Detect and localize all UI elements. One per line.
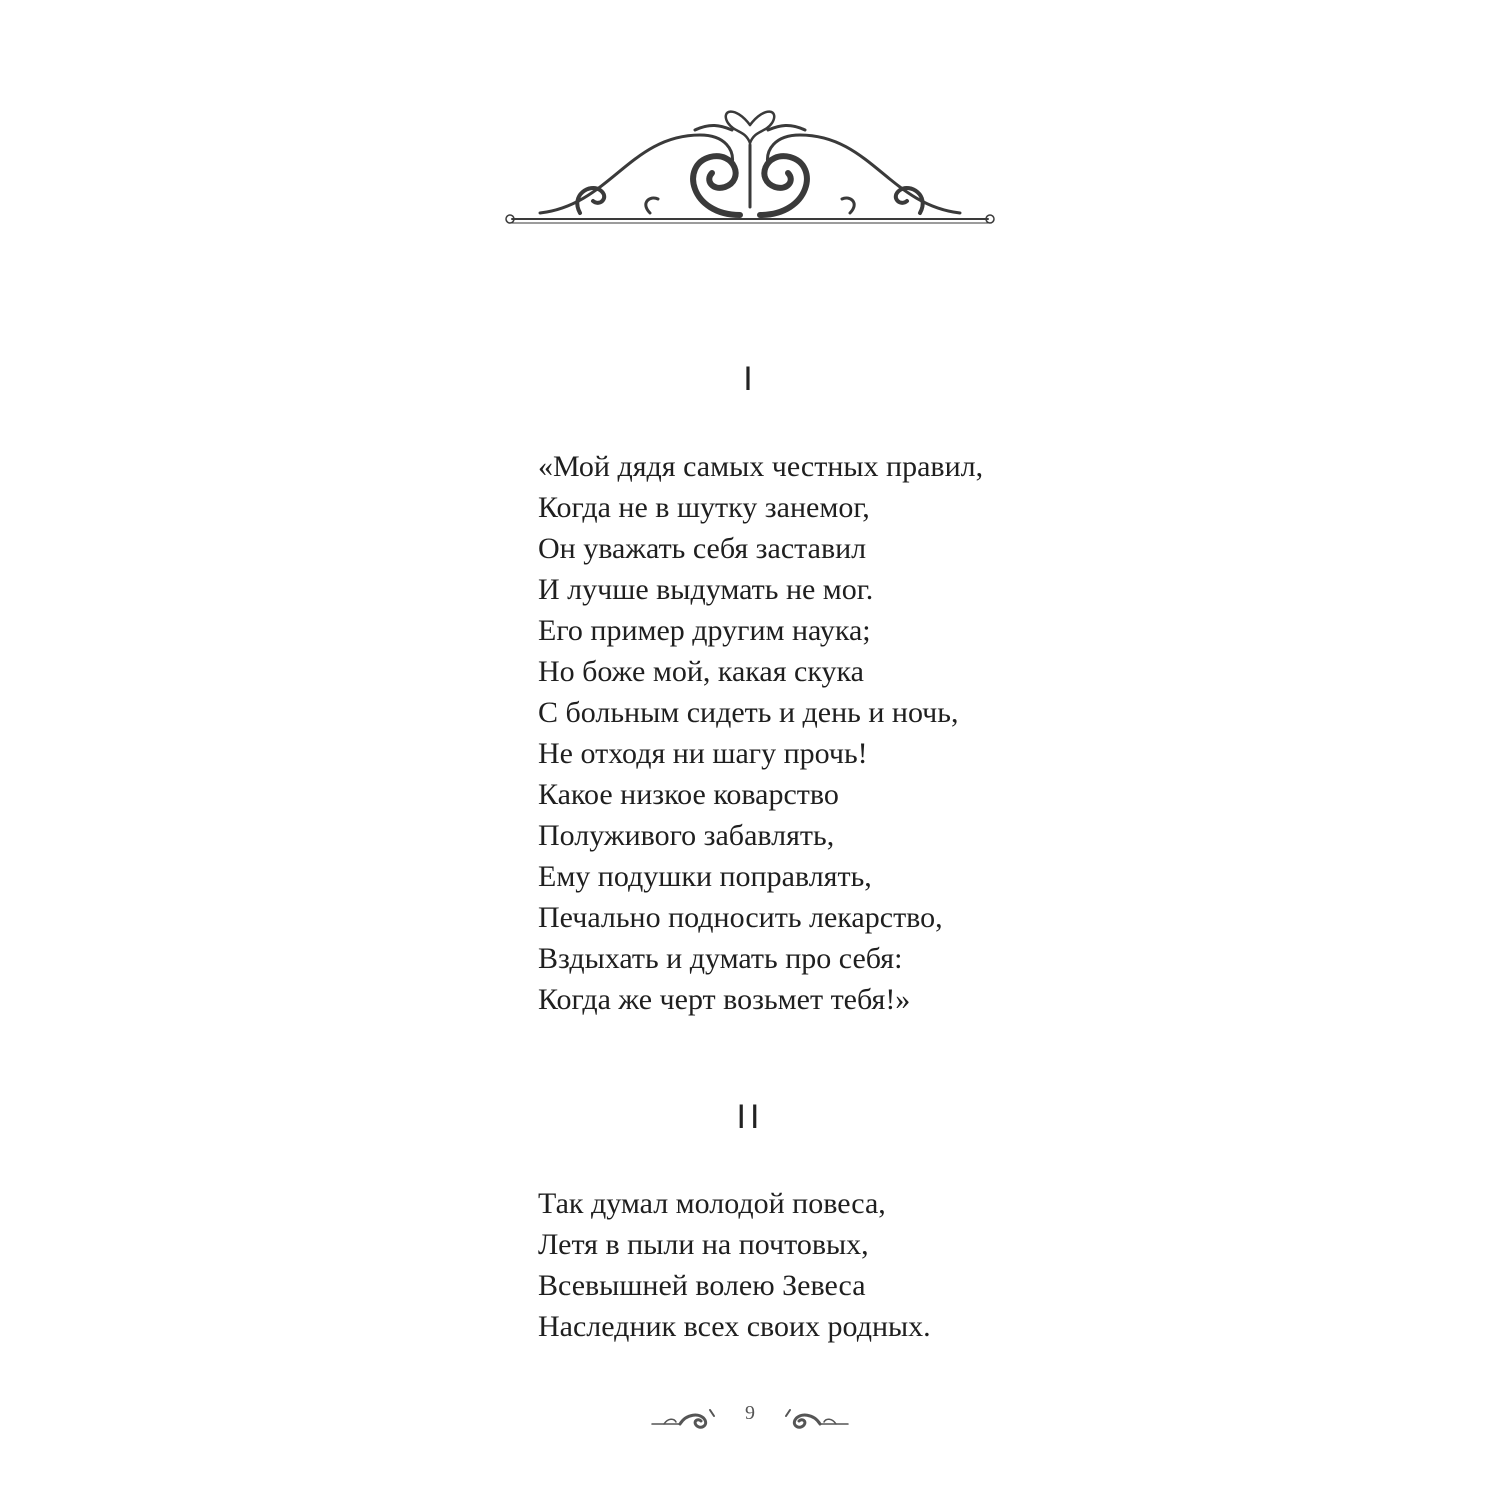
verse-line: Наследник всех своих родных. bbox=[538, 1310, 931, 1343]
page-number: 9 bbox=[745, 1402, 755, 1424]
verse-line: Не отходя ни шагу прочь! bbox=[538, 737, 868, 770]
verse-line: И лучше выдумать не мог. bbox=[538, 573, 874, 606]
verse-line: Всевышней волею Зевеса bbox=[538, 1269, 866, 1302]
verse-line: Когда же черт возьмет тебя!» bbox=[538, 983, 911, 1016]
verse-line: Но боже мой, какая скука bbox=[538, 655, 864, 688]
verse-line: Он уважать себя заставил bbox=[538, 532, 867, 565]
stanza-2 bbox=[538, 1183, 931, 1347]
stanza-1 bbox=[538, 446, 983, 1020]
verse-line: Вздыхать и думать про себя: bbox=[538, 942, 903, 975]
header-ornament-icon bbox=[500, 95, 1000, 230]
page-footer bbox=[650, 1400, 850, 1440]
footer-right-flourish-icon bbox=[780, 1406, 850, 1432]
verse-line: Когда не в шутку занемог, bbox=[538, 491, 870, 524]
verse-line: Летя в пыли на почтовых, bbox=[538, 1228, 869, 1261]
stanza-number: II bbox=[736, 1098, 764, 1136]
stanza-number: I bbox=[743, 360, 757, 398]
verse-line: С больным сидеть и день и ночь, bbox=[538, 696, 959, 729]
verse-line: «Мой дядя самых честных правил, bbox=[538, 450, 984, 483]
verse-line: Какое низкое коварство bbox=[538, 778, 839, 811]
verse-line: Так думал молодой повеса, bbox=[538, 1187, 886, 1220]
verse-line: Полуживого забавлять, bbox=[538, 819, 835, 852]
verse-line: Ему подушки поправлять, bbox=[538, 860, 872, 893]
verse-line: Печально подносить лекарство, bbox=[538, 901, 943, 934]
verse-line: Его пример другим наука; bbox=[538, 614, 871, 647]
